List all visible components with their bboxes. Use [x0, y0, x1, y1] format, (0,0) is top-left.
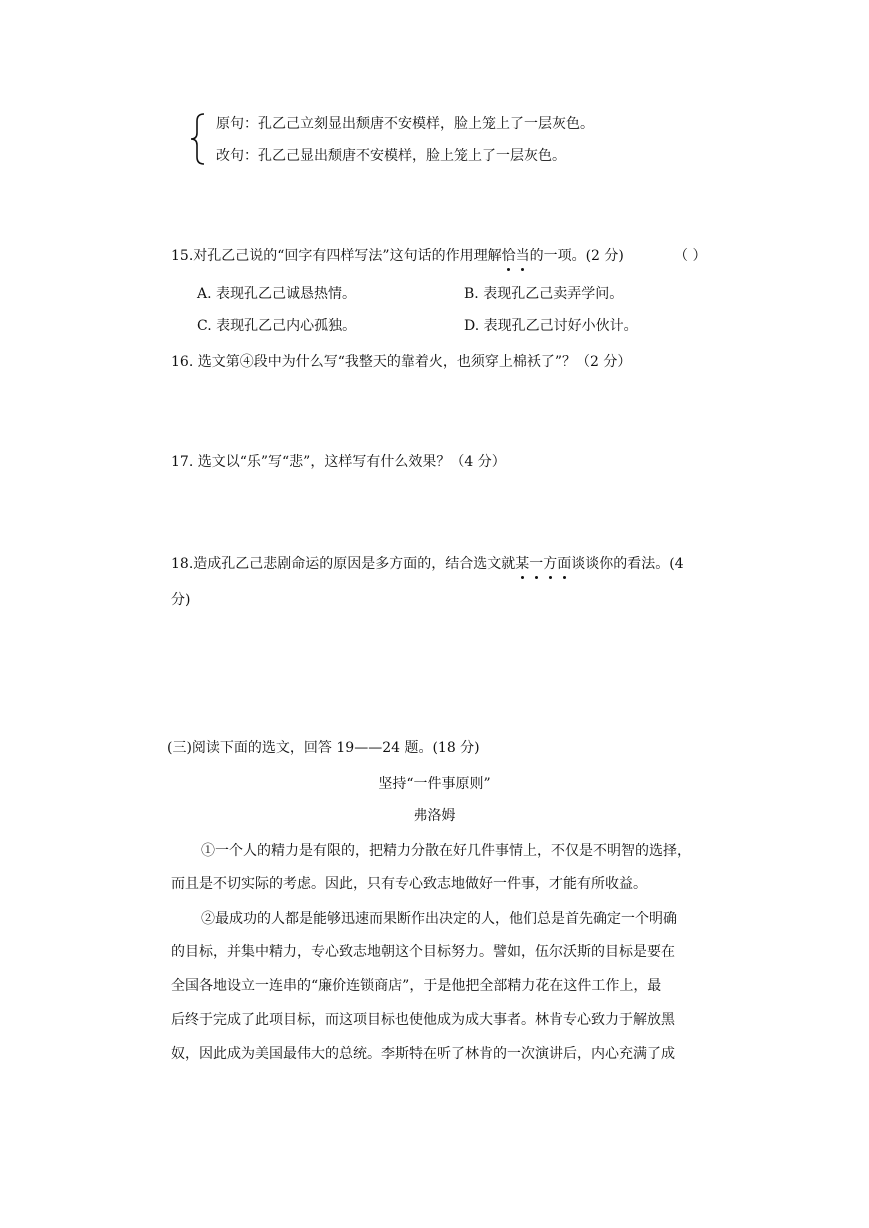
answer-blank: （ ）: [674, 248, 707, 264]
paragraph-line: 奴，因此成为美国最伟大的总统。李斯特在听了林肯的一次演讲后，内心充满了成: [171, 1046, 675, 1062]
emphasis-char: 某: [515, 556, 530, 572]
emphasis-char: 面: [557, 556, 572, 572]
option-b: B. 表现孔乙己卖弄学问。: [464, 286, 624, 302]
question-15-stem: [171, 246, 624, 266]
option-d: D. 表现孔乙己讨好小伙计。: [464, 318, 638, 334]
question-16: 16. 选文第④段中为什么写“我整天的靠着火，也须穿上棉袄了”？（2 分）: [171, 354, 632, 370]
paragraph-line: 的目标，并集中精力，专心致志地朝这个目标努力。譬如，伍尔沃斯的目标是要在: [171, 944, 675, 960]
emphasis-char: 一: [529, 556, 544, 572]
question-18-line-1: [171, 554, 684, 574]
original-sentence: 原句：孔乙己立刻显出颓唐不安模样，脸上笼上了一层灰色。: [216, 116, 594, 132]
question-18-text-pre: 18.造成孔乙己悲剧命运的原因是多方面的，结合选文就: [171, 556, 516, 572]
paragraph-line: ②最成功的人都是能够迅速而果断作出决定的人，他们总是首先确定一个明确: [201, 911, 677, 927]
emphasis-char: 当: [515, 248, 530, 264]
paragraph-line: 而且是不切实际的考虑。因此，只有专心致志地做好一件事，才能有所收益。: [171, 876, 647, 892]
question-15-text-pre: 15.对孔乙己说的“回字有四样写法”这句话的作用理解: [171, 248, 502, 264]
emphasis-char: 恰: [501, 248, 516, 264]
question-18-text-post: 谈谈你的看法。(4: [571, 556, 684, 572]
emphasis-char: 方: [543, 556, 558, 572]
section-heading: (三)阅读下面的选文，回答 19——24 题。(18 分): [167, 740, 480, 756]
paragraph-line: 全国各地设立一连串的“廉价连锁商店”，于是他把全部精力花在这件工作上，最: [171, 978, 662, 994]
paragraph-line: 后终于完成了此项目标，而这项目标也使他成为成大事者。林肯专心致力于解放黑: [171, 1012, 675, 1028]
option-a: A. 表现孔乙己诚恳热情。: [197, 286, 357, 302]
option-c: C. 表现孔乙己内心孤独。: [197, 318, 357, 334]
question-15-text-post: 的一项。(2 分): [529, 248, 624, 264]
question-18-line-2: 分): [171, 592, 191, 608]
revised-sentence: 改句：孔乙己显出颓唐不安模样，脸上笼上了一层灰色。: [216, 148, 566, 164]
paragraph-line: ①一个人的精力是有限的，把精力分散在好几件事情上，不仅是不明智的选择，: [201, 843, 691, 859]
article-author: 弗洛姆: [413, 808, 456, 824]
question-17: 17. 选文以“乐”写“悲”，这样写有什么效果？（4 分）: [171, 454, 506, 470]
left-brace-icon: [188, 112, 208, 166]
article-title: 坚持“一件事原则”: [378, 776, 491, 792]
